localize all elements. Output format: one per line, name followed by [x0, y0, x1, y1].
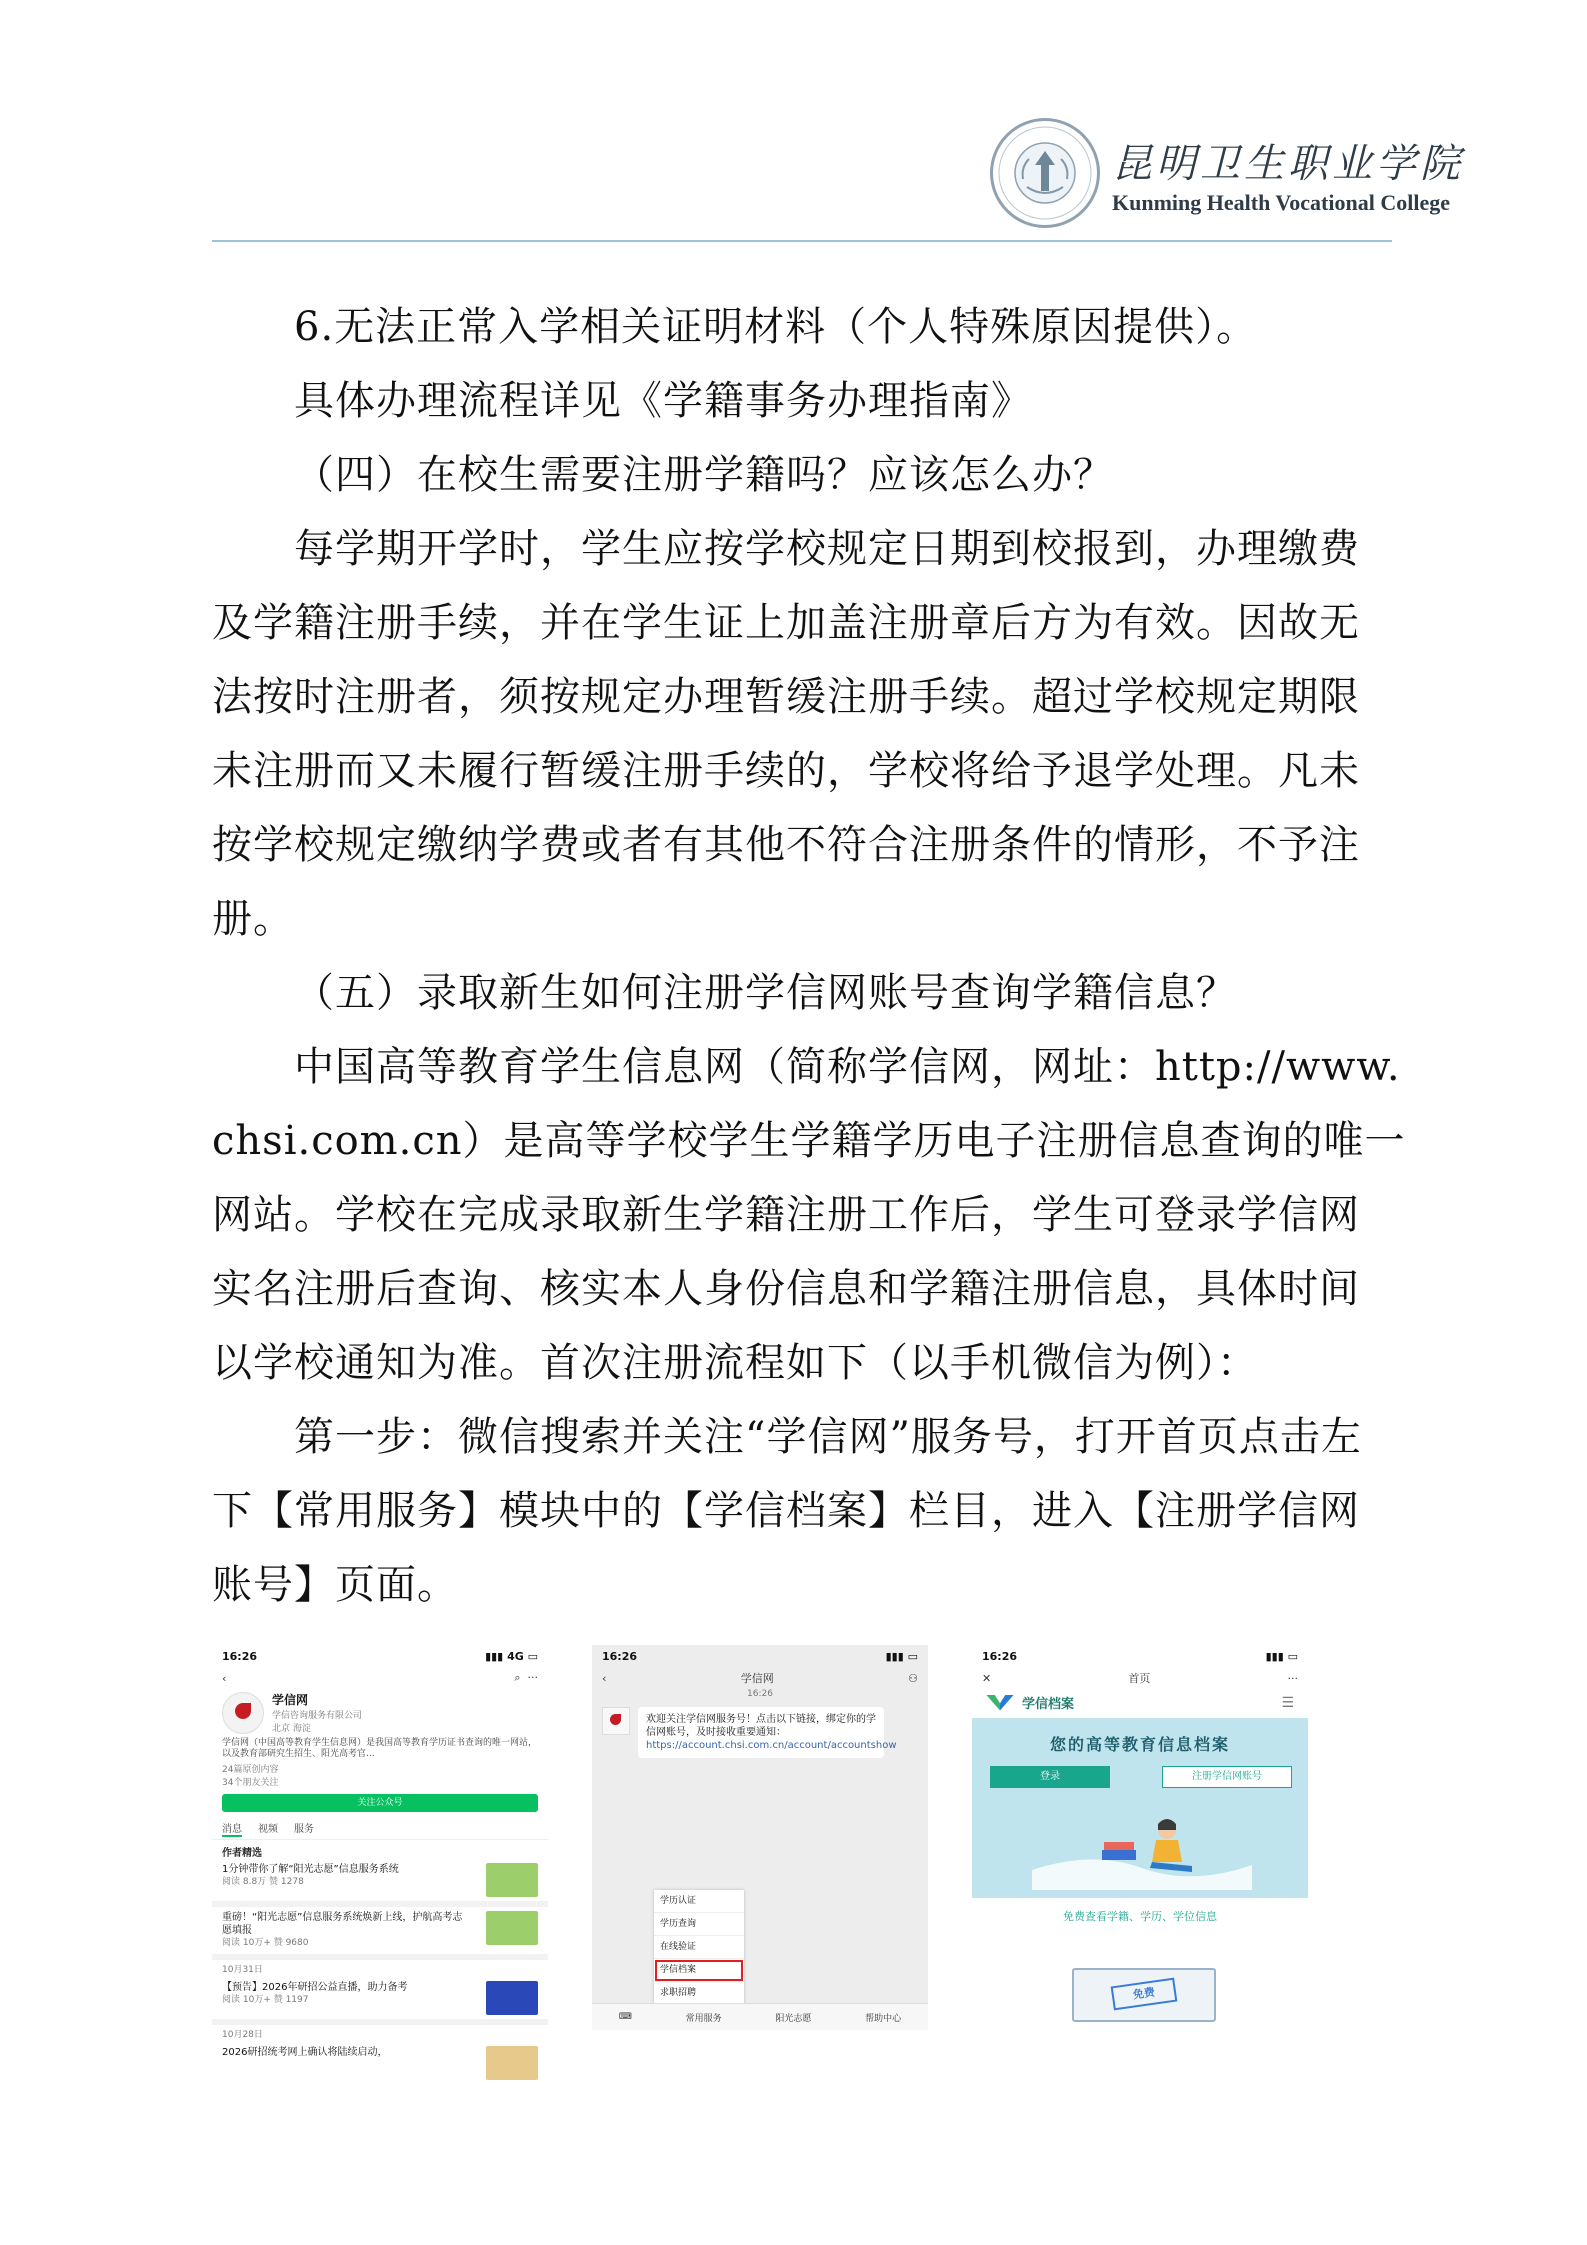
paragraph-line: 按学校规定缴纳学费或者有其他不符合注册条件的情形，不予注	[212, 822, 1360, 868]
list-item[interactable]: 重磅！“阳光志愿”信息服务系统焕新上线，护航高考志愿填报 阅读 10万+ 赞 9680	[212, 1907, 548, 1960]
section-heading-4: （四）在校生需要注册学籍吗？应该怎么办？	[294, 452, 1114, 498]
bottom-menu-help[interactable]: 帮助中心	[865, 2013, 902, 2024]
service-bottom-bar	[592, 2003, 928, 2030]
tab-videos[interactable]: 视频	[258, 1824, 278, 1835]
brand-name: 学信档案	[1022, 1697, 1075, 1712]
register-button[interactable]: 注册学信网账号	[1162, 1766, 1292, 1788]
chat-title: 学信网	[740, 1672, 774, 1685]
paragraph-line: chsi.com.cn）是高等学校学生学籍学历电子注册信息查询的唯一	[212, 1118, 1406, 1164]
paragraph-line: 网站。学校在完成录取新生学籍注册工作后，学生可登录学信网	[212, 1192, 1360, 1238]
message-row	[592, 1699, 928, 1766]
keyboard-icon[interactable]: ⌨	[618, 2012, 632, 2022]
profile-icon[interactable]: ⚇	[908, 1671, 918, 1685]
nav-bar	[972, 1667, 1308, 1689]
article-thumbnail	[486, 1981, 538, 2015]
account-intro: 学信网（中国高等教育学生信息网）是我国高等教育学历证书查询的唯一网站，以及教育部研究生招生、阳光高考官...	[222, 1738, 538, 1759]
college-name-english: Kunming Health Vocational College	[1112, 190, 1450, 215]
guide-reference: 具体办理流程详见《学籍事务办理指南》	[294, 378, 1032, 424]
menu-item[interactable]: 学历认证	[654, 1890, 744, 1913]
college-name-chinese: 昆明卫生职业学院	[1112, 141, 1464, 187]
screenshot-account-profile	[212, 1645, 548, 2058]
avatar	[602, 1707, 630, 1735]
search-icon[interactable]: ⌕	[514, 1671, 521, 1684]
paragraph-line: 册。	[212, 896, 294, 942]
account-location: 北京 海淀	[272, 1724, 311, 1734]
signal-icon: ▮▮▮ ▭	[1265, 1649, 1298, 1663]
free-view-caption: 免费查看学籍、学历、学位信息	[1063, 1910, 1217, 1923]
account-header	[212, 1689, 548, 1736]
menu-item[interactable]: 在线验证	[654, 1936, 744, 1959]
hero-banner	[972, 1718, 1308, 1898]
section-label: 作者精选	[222, 1848, 262, 1859]
status-bar	[972, 1645, 1308, 1667]
more-icon[interactable]: ···	[527, 1671, 538, 1684]
message-time: 16:26	[747, 1689, 773, 1699]
paragraph-line: 未注册而又未履行暂缓注册手续的，学校将给予退学处理。凡未	[212, 748, 1360, 794]
paragraph-line: 以学校通知为准。首次注册流程如下（以手机微信为例）：	[212, 1340, 1258, 1386]
section-heading-5: （五）录取新生如何注册学信网账号查询学籍信息？	[294, 970, 1237, 1016]
nav-bar	[592, 1667, 928, 1689]
more-icon[interactable]: ···	[1287, 1671, 1298, 1685]
xuexin-logo-icon	[986, 1695, 1014, 1711]
paragraph-line: 每学期开学时，学生应按学校规定日期到校报到，办理缴费	[294, 526, 1360, 572]
account-company: 学信咨询服务有限公司	[272, 1711, 363, 1721]
paragraph-line: 法按时注册者，须按规定办理暂缓注册手续。超过学校规定期限	[212, 674, 1360, 720]
article-thumbnail	[486, 2046, 538, 2080]
screenshot-service-chat	[592, 1645, 928, 2030]
college-seal-logo	[990, 118, 1100, 228]
screenshot-archive-home	[972, 1645, 1308, 2030]
header-divider	[212, 240, 1392, 242]
menu-item[interactable]: 学历查询	[654, 1913, 744, 1936]
avatar	[222, 1692, 264, 1734]
page-header	[212, 110, 1464, 240]
signal-icon: ▮▮▮ 4G ▭	[485, 1649, 538, 1663]
brand-row	[972, 1689, 1308, 1716]
back-icon[interactable]: ‹	[222, 1671, 227, 1685]
list-item[interactable]: 1分钟带你了解“阳光志愿”信息服务系统 阅读 8.8万 赞 1278	[212, 1859, 548, 1907]
account-name: 学信网	[272, 1693, 309, 1707]
status-time: 16:26	[222, 1649, 258, 1663]
status-time: 16:26	[982, 1649, 1018, 1663]
follow-button[interactable]: 关注公众号	[222, 1794, 538, 1812]
document-body	[212, 290, 1406, 1622]
article-thumbnail	[486, 1911, 538, 1945]
menu-item[interactable]: 求职招聘	[654, 1982, 744, 2005]
status-bar	[592, 1645, 928, 1667]
nav-bar	[212, 1667, 548, 1689]
reading-illustration-icon	[1032, 1810, 1252, 1890]
menu-item-xuexin-archive[interactable]: 学信档案	[654, 1959, 744, 1982]
bottom-menu-common[interactable]: 常用服务	[685, 2013, 722, 2024]
list-item[interactable]: 【预告】2026年研招公益直播，助力备考 阅读 10万+ 赞 1197	[212, 1977, 548, 2025]
close-icon[interactable]: ✕	[982, 1671, 992, 1685]
date-label: 10月28日	[222, 2030, 263, 2040]
step-one-line: 账号】页面。	[212, 1562, 458, 1608]
bottom-menu-sunshine[interactable]: 阳光志愿	[775, 2013, 812, 2024]
step-one-line: 第一步：微信搜索并关注“学信网”服务号，打开首页点击左	[294, 1414, 1362, 1460]
signal-icon: ▮▮▮ ▭	[885, 1649, 918, 1663]
status-bar	[212, 1645, 548, 1667]
free-stamp: 免费	[1111, 1978, 1178, 2011]
hero-title: 您的高等教育信息档案	[1049, 1735, 1230, 1754]
page-title: 首页	[1128, 1672, 1151, 1685]
paragraph-line: 中国高等教育学生信息网（简称学信网，网址：http://www.	[294, 1044, 1401, 1090]
list-item[interactable]: 2026研招统考网上确认将陆续启动，	[212, 2042, 548, 2084]
menu-icon[interactable]: ☰	[1281, 1694, 1294, 1711]
tab-services[interactable]: 服务	[294, 1824, 314, 1835]
message-bubble: 欢迎关注学信网服务号！点击以下链接，绑定你的学信网账号，及时接收重要通知： https://account.chsi.com.cn/account/accountshow	[638, 1707, 884, 1758]
status-time: 16:26	[602, 1649, 638, 1663]
account-link[interactable]: https://account.chsi.com.cn/account/accountshow	[646, 1740, 897, 1751]
list-item-6: 6.无法正常入学相关证明材料（个人特殊原因提供）。	[294, 304, 1258, 350]
service-menu	[654, 1890, 744, 2005]
article-thumbnail	[486, 1863, 538, 1897]
step-screenshots	[212, 1645, 1392, 2058]
paragraph-line: 实名注册后查询、核实本人身份信息和学籍注册信息，具体时间	[212, 1266, 1360, 1312]
step-one-line: 下【常用服务】模块中的【学信档案】栏目，进入【注册学信网	[212, 1488, 1360, 1534]
date-label: 10月31日	[222, 1965, 263, 1975]
tab-messages[interactable]: 消息	[222, 1820, 242, 1837]
paragraph-line: 及学籍注册手续，并在学生证上加盖注册章后方为有效。因故无	[212, 600, 1360, 646]
laptop-illustration	[1072, 1968, 1216, 2022]
account-tabs	[212, 1818, 548, 1840]
login-button[interactable]: 登录	[990, 1766, 1110, 1788]
account-stats: 24篇原创内容 34个朋友关注	[222, 1765, 279, 1788]
back-icon[interactable]: ‹	[602, 1671, 607, 1685]
